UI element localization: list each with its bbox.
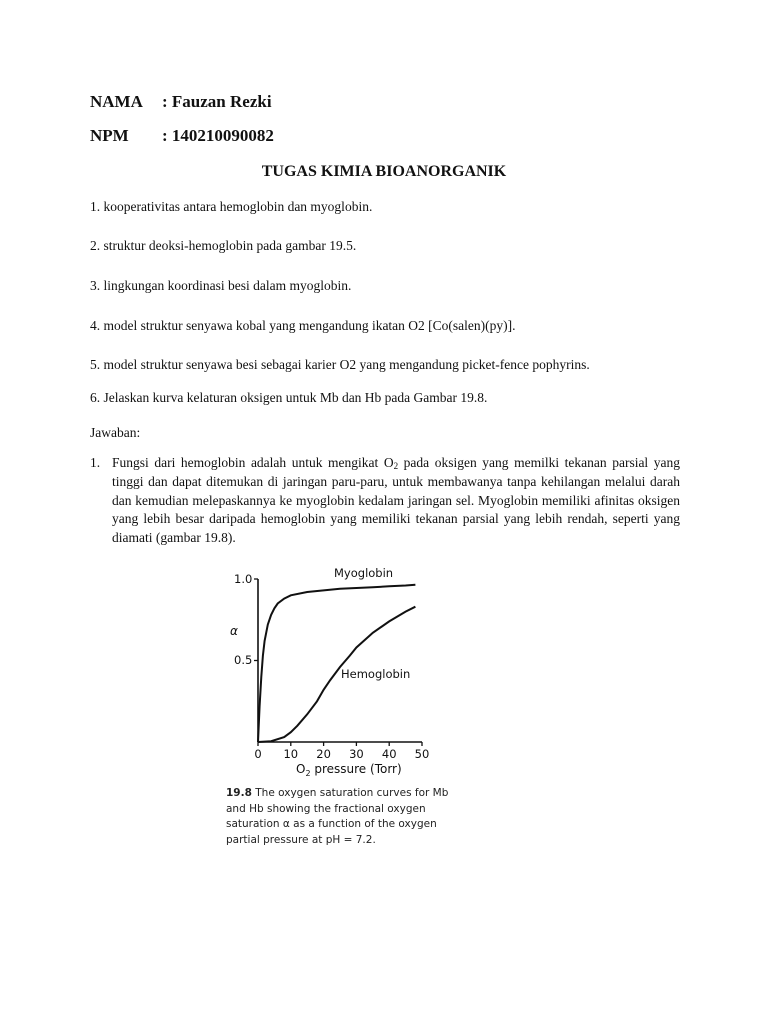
figure-caption [226, 786, 466, 848]
question-3: 3. lingkungan koordinasi besi dalam myoglobin. [90, 278, 352, 293]
x-tick-label-10: 10 [283, 747, 299, 761]
x-axis-label-sub: 2 [305, 769, 311, 778]
answer-1-number: 1. [90, 455, 101, 470]
name-label: NAMA [90, 92, 143, 111]
series-label-myoglobin: Myoglobin [334, 566, 394, 580]
y-tick-label-1: 1.0 [234, 572, 253, 586]
x-tick-labels [254, 742, 429, 761]
x-tick-label-50: 50 [414, 747, 430, 761]
question-4: 4. model struktur senyawa kobal yang mengandung ikatan O2 [Co(salen)(py)]. [90, 318, 516, 333]
question-2: 2. struktur deoksi-hemoglobin pada gambar 19.5. [90, 238, 357, 253]
x-tick-label-40: 40 [381, 747, 397, 761]
document-title: TUGAS KIMIA BIOANORGANIK [261, 163, 507, 180]
series-line-myoglobin [258, 585, 415, 742]
x-axis-label [296, 762, 402, 778]
answer-1-text-a: Fungsi dari hemoglobin adalah untuk mengikat O [112, 455, 394, 470]
npm-label: NPM [90, 126, 129, 145]
answer-1-subscript: 2 [393, 461, 399, 471]
x-tick-label-20: 20 [316, 747, 331, 761]
series-label-hemoglobin: Hemoglobin [341, 667, 411, 681]
answer-1-text-b: pada oksigen yang memilki tekanan parsial yang tinggi dan dapat ditemukan di jaringan paru-paru, untuk membawanya tanpa kehilangan melalui darah dan kemudian melepaskannya ke myoglobin kedalam jaringan sel. Myoglobin memiliki afinitas oksigen yang lebih besar daripada hemoglobin yang memiliki tekanan parsial yang lebih rendah, seperti yang diamati (gambar 19.8). [112, 455, 680, 546]
name-value: : Fauzan Rezki [162, 92, 272, 111]
x-tick-label-0: 0 [254, 747, 262, 761]
answer-1 [90, 454, 680, 548]
caption-number: 19.8 [226, 787, 252, 799]
npm-value: : 140210090082 [162, 126, 274, 145]
answer-1-text [112, 454, 680, 548]
answers-label: Jawaban: [90, 425, 141, 440]
y-axis-label: α [230, 624, 238, 638]
question-5: 5. model struktur senyawa besi sebagai karier O2 yang mengandung picket-fence pophyrins. [90, 357, 590, 372]
y-tick-label-05: 0.5 [234, 653, 253, 667]
question-6: 6. Jelaskan kurva kelaturan oksigen untuk Mb dan Hb pada Gambar 19.8. [90, 390, 488, 405]
caption-text: The oxygen saturation curves for Mb and Hb showing the fractional oxygen saturation α as a function of the oxygen partial pressure at pH = 7.2. [226, 787, 449, 846]
x-tick-label-30: 30 [349, 747, 364, 761]
oxygen-saturation-chart [226, 562, 448, 782]
x-axis-label-o: O [296, 762, 306, 776]
question-1: 1. kooperativitas antara hemoglobin dan myoglobin. [90, 199, 373, 214]
x-axis-label-rest: pressure (Torr) [310, 762, 402, 776]
